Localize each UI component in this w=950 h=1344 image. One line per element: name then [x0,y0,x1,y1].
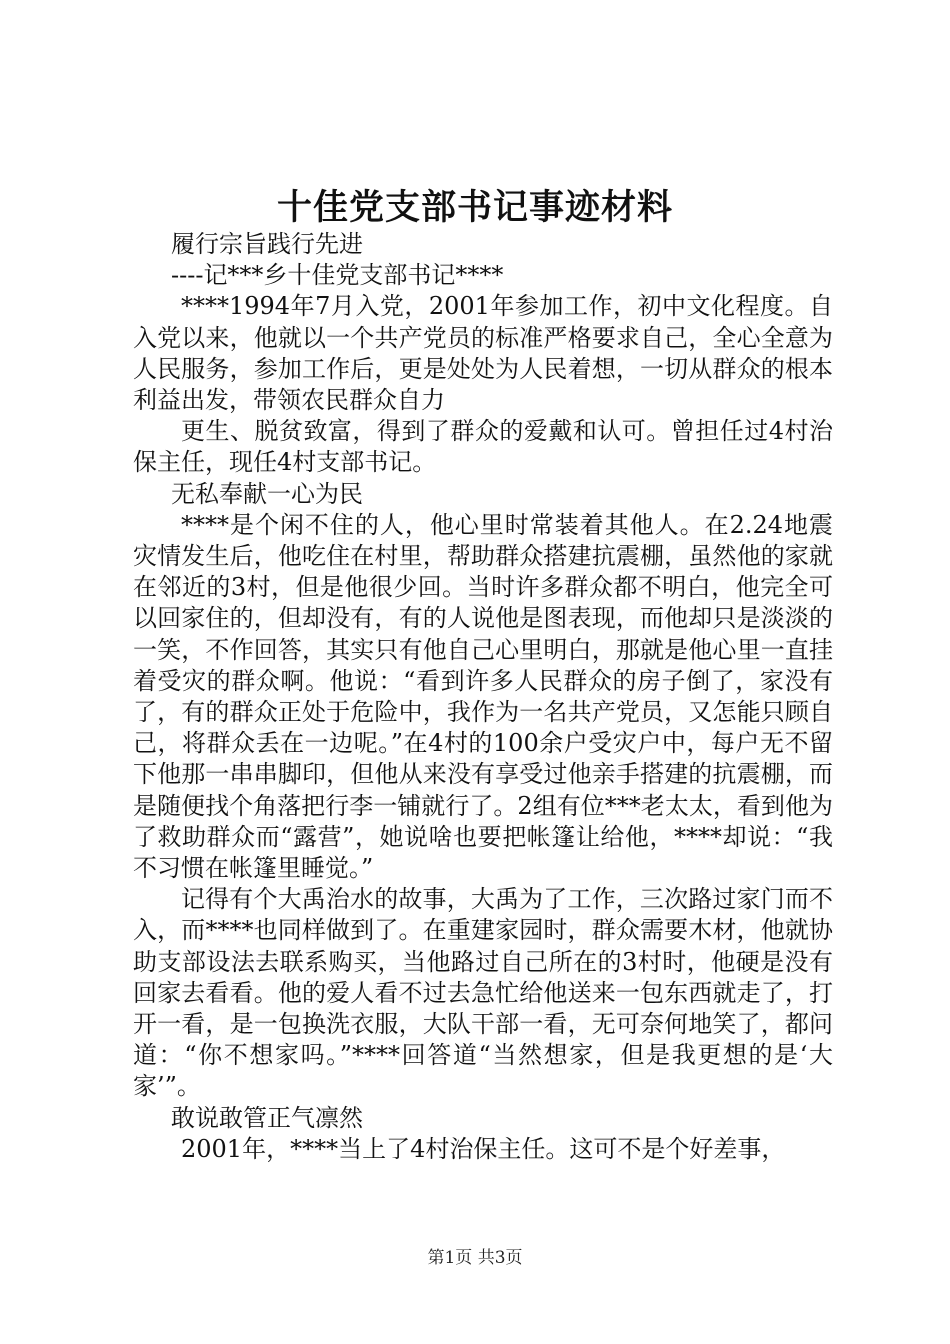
body-paragraph: ****是个闲不住的人，他心里时常装着其他人。在2.24地震灾情发生后，他吃住在村里，帮助群众搭建抗震棚，虽然他的家就在邻近的3村，但是他很少回。当时许多群众都不明白，他完全可以回家住的，但却没有，有的人说他是图表现，而他却只是淡淡的一笑，不作回答，其实只有他自己心里明白，那就是他心里一直挂着受灾的群众啊。他说：“看到许多人民群众的房子倒了，家没有了，有的群众正处于危险中，我作为一名共产党员，又怎能只顾自己，将群众丢在一边呢。”在4村的100余户受灾户中，每户无不留下他那一串串脚印，但他从来没有享受过他亲手搭建的抗震棚，而是随便找个角落把行李一铺就行了。2组有位***老太太，看到他为了救助群众而“露营”，她说啥也要把帐篷让给他，****却说：“我不习惯在帐篷里睡觉。” [133,510,833,883]
body-paragraph: 2001年，****当上了4村治保主任。这可不是个好差事， [181,1134,786,1163]
body-paragraph: 记得有个大禹治水的故事，大禹为了工作，三次路过家门而不入，而****也同样做到了。在重建家园时，群众需要木材，他就协助支部设法去联系购买，当他路过自己所在的3村时，他硬是没有回家去看看。他的爱人看不过去急忙给他送来一包东西就走了，打开一看，是一包换洗衣服，大队干部一看，无可奈何地笑了，都问道：“你不想家吗。”****回答道“当然想家，但是我更想的是‘大家’”。 [133,885,833,1101]
page-number-footer: 第1页 共3页 [427,1248,523,1268]
section-heading: 敢说敢管正气凛然 [171,1103,363,1132]
document-title: 十佳党支部书记事迹材料 [276,187,673,228]
section-byline: ----记***乡十佳党支部书记**** [171,261,504,290]
document-body [133,229,833,1165]
section-subtitle: 履行宗旨践行先进 [171,230,363,258]
section-heading: 无私奉献一心为民 [171,479,363,508]
body-paragraph: ****1994年7月入党，2001年参加工作，初中文化程度。自入党以来，他就以一个共产党员的标准严格要求自己，全心全意为人民服务，参加工作后，更是处处为人民着想，一切从群众的根本利益出发，带领农民群众自力 [133,292,833,415]
body-paragraph: 更生、脱贫致富，得到了群众的爱戴和认可。曾担任过4村治保主任，现任4村支部书记。 [133,417,833,477]
